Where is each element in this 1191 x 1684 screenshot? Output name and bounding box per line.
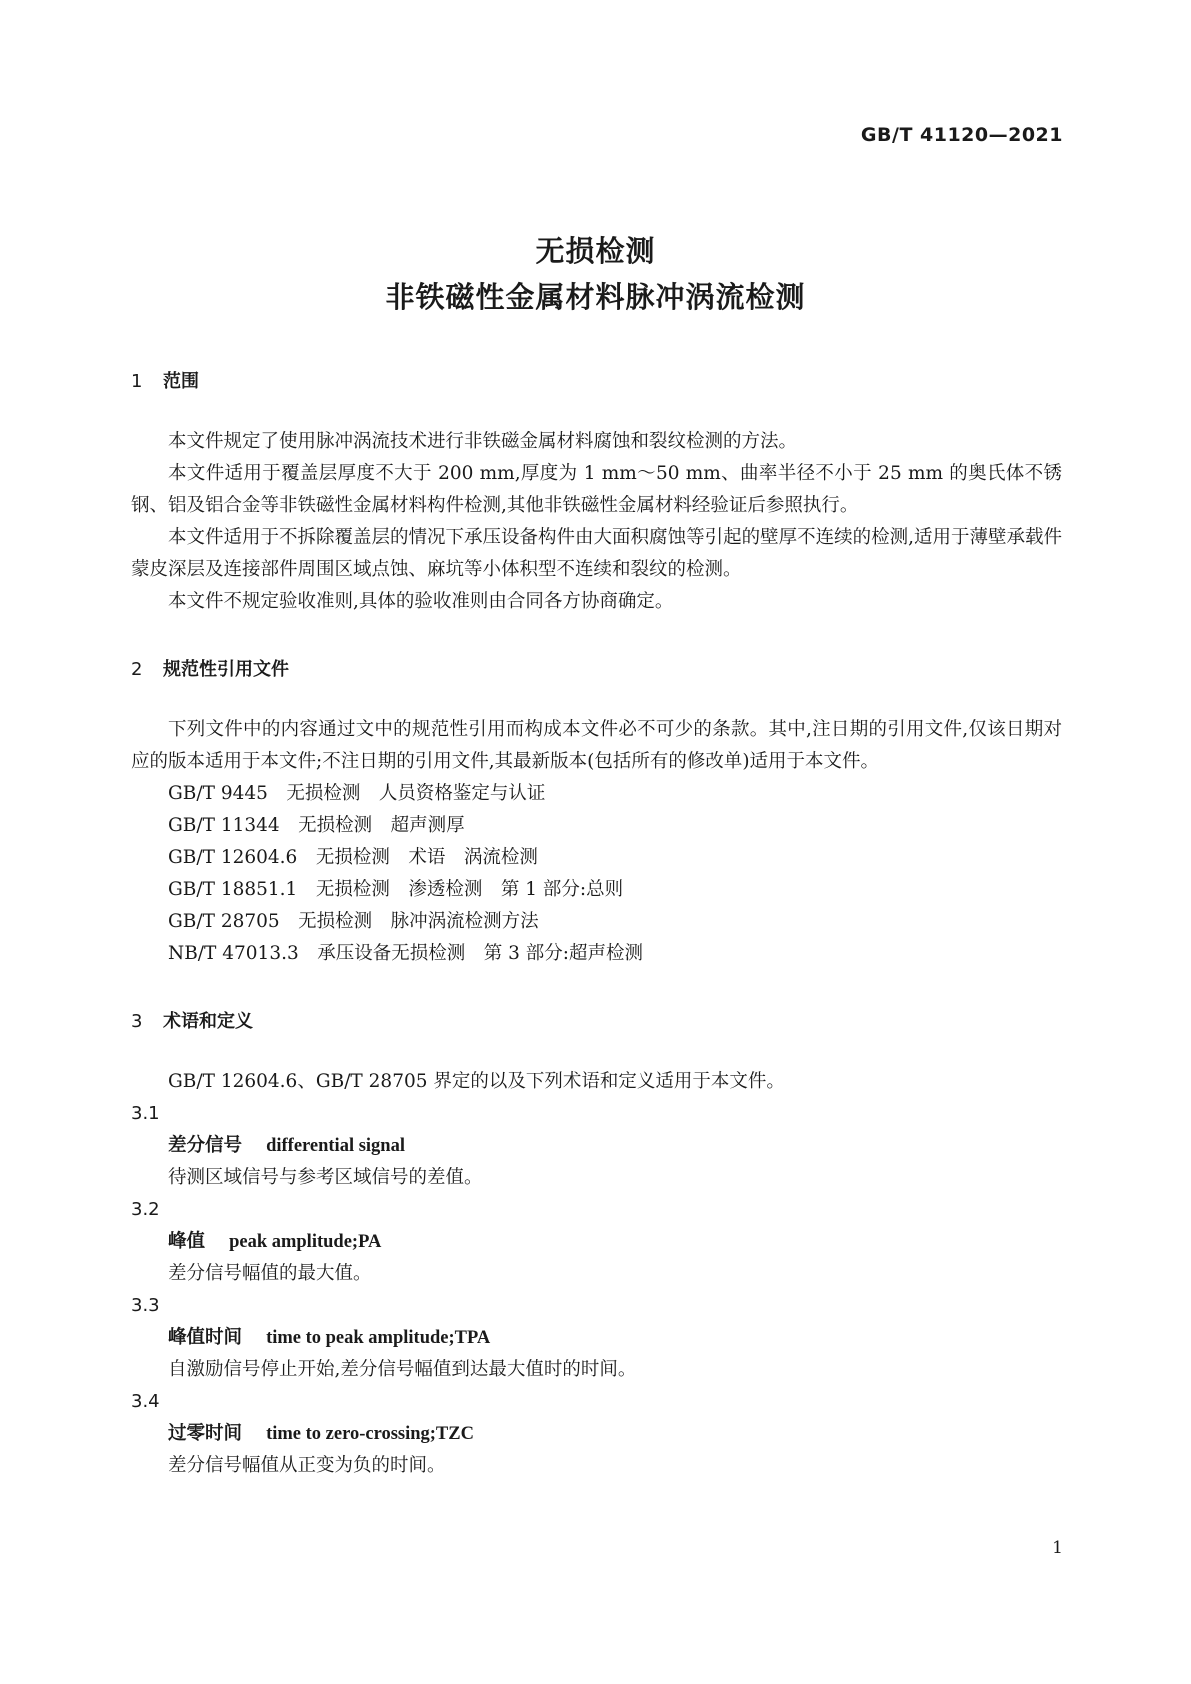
document-title bbox=[0, 228, 1191, 320]
section-3-title: 术语和定义 bbox=[163, 1011, 253, 1032]
term-name-cn: 差分信号 bbox=[168, 1135, 243, 1156]
scope-paragraph: 本文件适用于覆盖层厚度不大于 200 mm,厚度为 1 mm～50 mm、曲率半径不小于 25 mm 的奥氏体不锈钢、铝及铝合金等非铁磁性金属材料构件检测,其他非铁磁性金属材料经验证后参照执行。 bbox=[131, 463, 1062, 516]
term-name-en: time to zero-crossing;TZC bbox=[266, 1424, 474, 1444]
scope-paragraph: 本文件适用于不拆除覆盖层的情况下承压设备构件由大面积腐蚀等引起的壁厚不连续的检测,适用于薄壁承载件蒙皮深层及连接部件周围区域点蚀、麻坑等小体积型不连续和裂纹的检测。 bbox=[131, 527, 1062, 580]
term-name bbox=[131, 1322, 1062, 1354]
page-number: 1 bbox=[1052, 1538, 1063, 1558]
reference-item: GB/T 18851.1 无损检测 渗透检测 第 1 部分:总则 bbox=[168, 879, 624, 900]
term-number: 3.2 bbox=[131, 1199, 160, 1220]
reference-item: GB/T 11344 无损检测 超声测厚 bbox=[168, 815, 465, 836]
section-1-heading bbox=[131, 366, 1062, 398]
section-2-title: 规范性引用文件 bbox=[163, 659, 289, 680]
term-name-en: time to peak amplitude;TPA bbox=[266, 1328, 491, 1348]
term-definition: 自激励信号停止开始,差分信号幅值到达最大值时的时间。 bbox=[168, 1359, 637, 1380]
section-3-number: 3 bbox=[131, 1011, 143, 1032]
section-2-number: 2 bbox=[131, 659, 143, 680]
term-name-en: differential signal bbox=[266, 1136, 405, 1156]
standard-number: GB/T 41120—2021 bbox=[860, 124, 1063, 146]
term-number: 3.4 bbox=[131, 1391, 160, 1412]
references-intro: 下列文件中的内容通过文中的规范性引用而构成本文件必不可少的条款。其中,注日期的引用文件,仅该日期对应的版本适用于本文件;不注日期的引用文件,其最新版本(包括所有的修改单)适用于本文件。 bbox=[131, 719, 1062, 772]
terms-intro: GB/T 12604.6、GB/T 28705 界定的以及下列术语和定义适用于本文件。 bbox=[168, 1071, 785, 1092]
title-line-2: 非铁磁性金属材料脉冲涡流检测 bbox=[385, 280, 806, 314]
term-name-en: peak amplitude;PA bbox=[229, 1232, 382, 1252]
document-body bbox=[131, 366, 1062, 1482]
section-1-title: 范围 bbox=[163, 371, 199, 392]
term-name bbox=[131, 1226, 1062, 1258]
term-definition: 差分信号幅值从正变为负的时间。 bbox=[168, 1455, 446, 1476]
scope-paragraph: 本文件不规定验收准则,具体的验收准则由合同各方协商确定。 bbox=[168, 591, 674, 612]
reference-item: NB/T 47013.3 承压设备无损检测 第 3 部分:超声检测 bbox=[168, 943, 644, 964]
term-number: 3.3 bbox=[131, 1295, 160, 1316]
title-line-1: 无损检测 bbox=[535, 234, 656, 268]
term-name bbox=[131, 1130, 1062, 1162]
scope-paragraph: 本文件规定了使用脉冲涡流技术进行非铁磁金属材料腐蚀和裂纹检测的方法。 bbox=[168, 431, 798, 452]
term-definition: 待测区域信号与参考区域信号的差值。 bbox=[168, 1167, 483, 1188]
section-3-heading bbox=[131, 1006, 1062, 1038]
term-definition: 差分信号幅值的最大值。 bbox=[168, 1263, 372, 1284]
section-2-heading bbox=[131, 654, 1062, 686]
term-name-cn: 峰值时间 bbox=[168, 1327, 243, 1348]
term-number: 3.1 bbox=[131, 1103, 160, 1124]
reference-item: GB/T 12604.6 无损检测 术语 涡流检测 bbox=[168, 847, 538, 868]
reference-item: GB/T 28705 无损检测 脉冲涡流检测方法 bbox=[168, 911, 539, 932]
section-1-number: 1 bbox=[131, 371, 143, 392]
term-name-cn: 过零时间 bbox=[168, 1423, 243, 1444]
term-name-cn: 峰值 bbox=[168, 1231, 206, 1252]
reference-item: GB/T 9445 无损检测 人员资格鉴定与认证 bbox=[168, 783, 546, 804]
term-name bbox=[131, 1418, 1062, 1450]
